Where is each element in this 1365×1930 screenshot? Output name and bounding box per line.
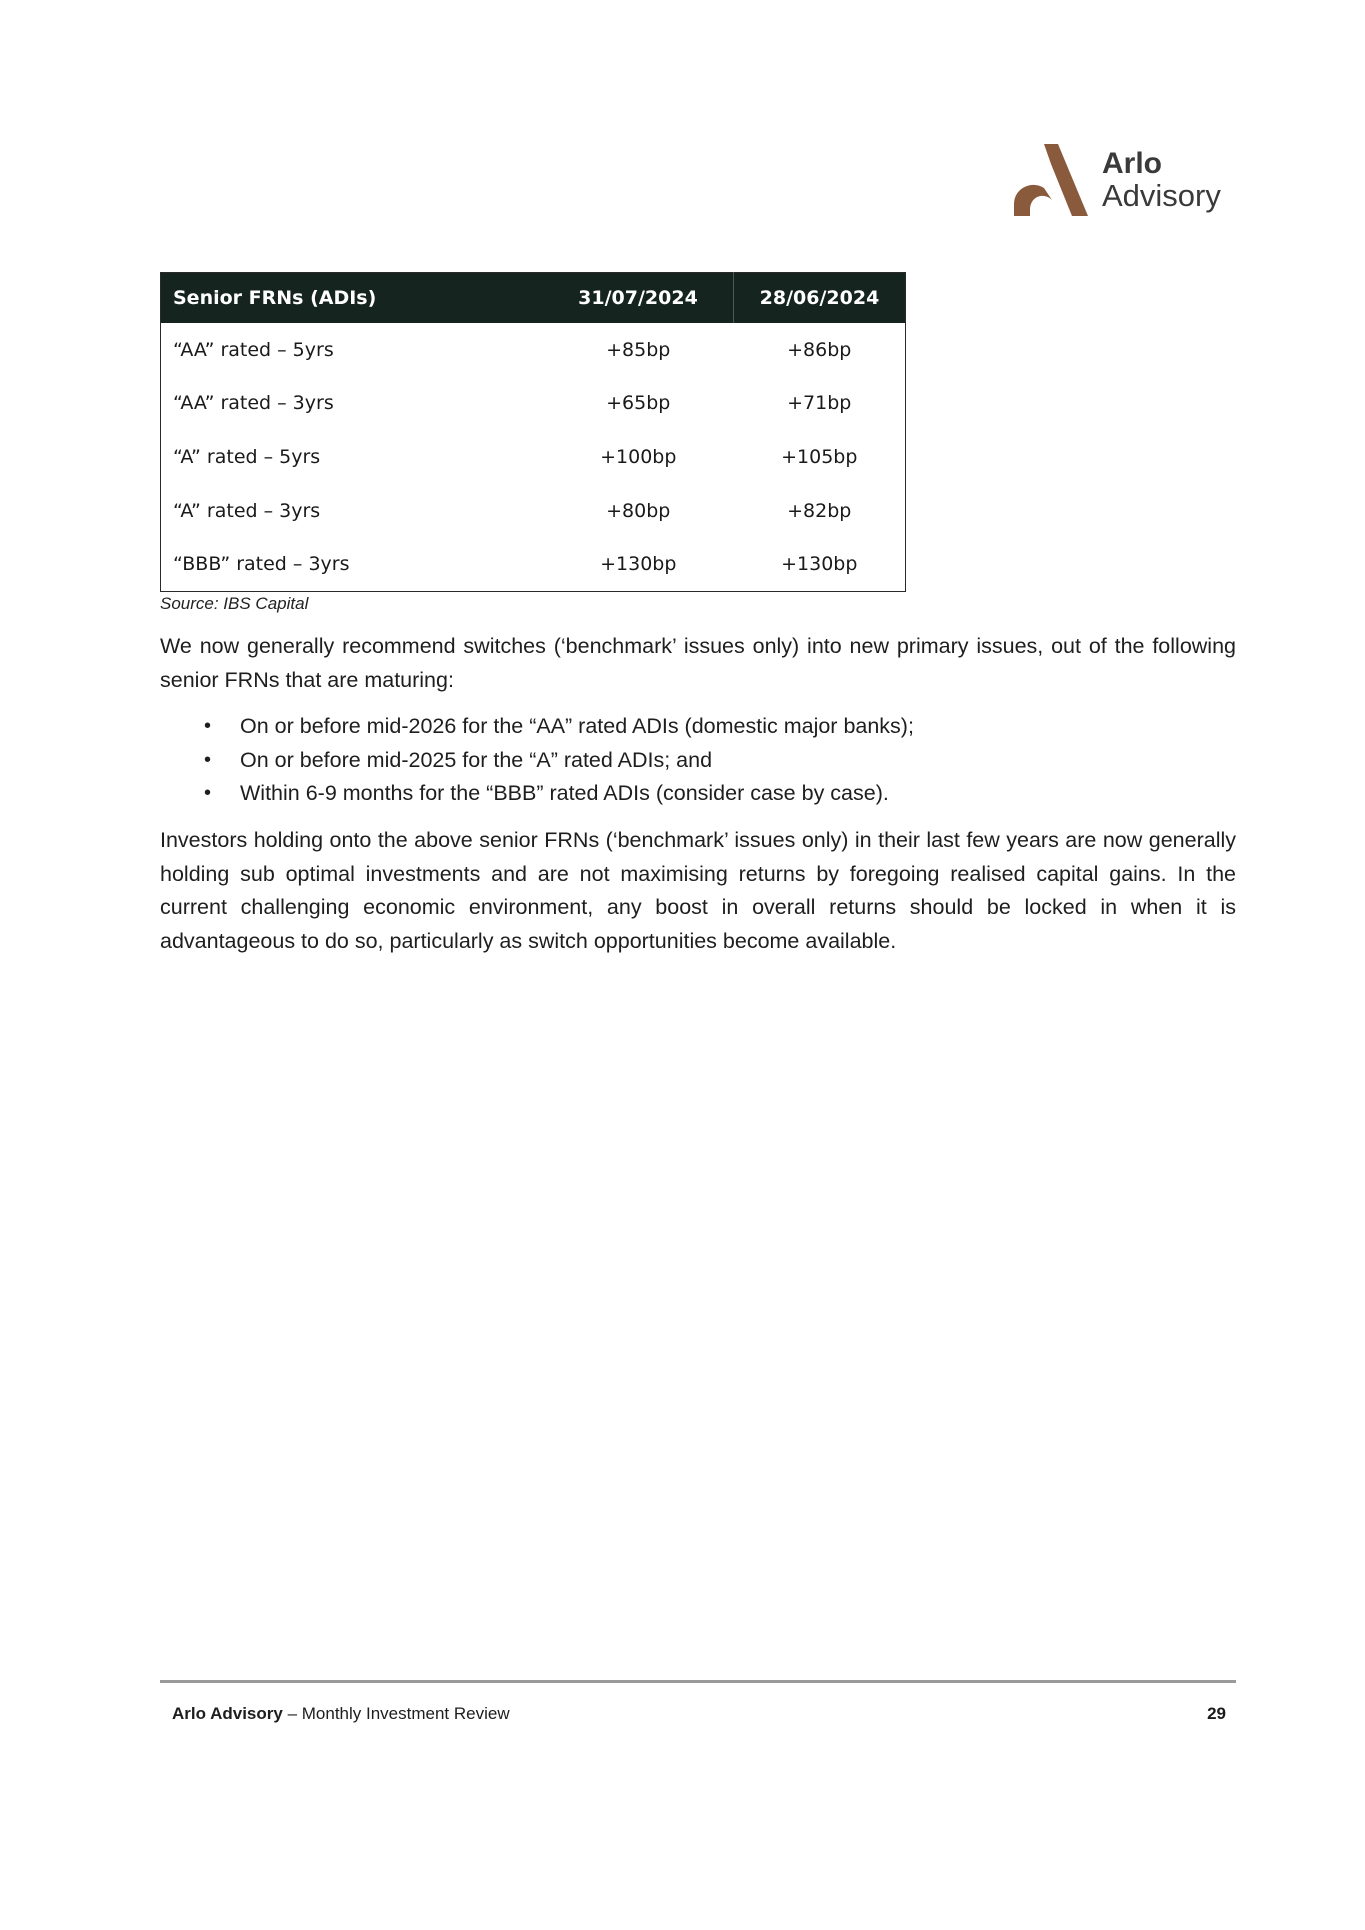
row-label: “AA” rated – 5yrs xyxy=(173,338,334,361)
footer-brand: Arlo Advisory xyxy=(172,1704,283,1723)
arlo-logo-mark-icon xyxy=(1014,144,1094,220)
column-header-date-1: 31/07/2024 xyxy=(543,273,734,324)
row-label: “BBB” rated – 3yrs xyxy=(173,553,350,576)
list-item: • On or before mid-2026 for the “AA” rated ADIs (domestic major banks); xyxy=(160,710,1236,744)
investors-paragraph: Investors holding onto the above senior FRNs (‘benchmark’ issues only) in their last few years are now generally holding sub optimal investments and are not maximising returns by foregoing realised capital gains. In the current challenging economic environment, any boost in overall returns should be locked in when it is advantageous to do so, particularly as switch opportunities become available. xyxy=(160,828,1236,953)
spread-value: +105bp xyxy=(781,445,858,468)
logo-wordmark xyxy=(1102,148,1221,212)
spread-value: +65bp xyxy=(606,392,671,415)
table-row xyxy=(161,484,906,538)
spread-value: +71bp xyxy=(787,392,852,415)
spread-value: +130bp xyxy=(600,553,677,576)
arlo-advisory-logo xyxy=(1014,144,1236,220)
table-header-row xyxy=(161,273,906,324)
footer-publication: Monthly Investment Review xyxy=(301,1704,510,1723)
recommendation-paragraph: We now generally recommend switches (‘benchmark’ issues only) into new primary issues, out of the following senior FRNs that are maturing: xyxy=(160,634,1236,692)
row-label: “A” rated – 5yrs xyxy=(173,445,321,468)
column-header-frn: Senior FRNs (ADIs) xyxy=(161,273,544,324)
table-row xyxy=(161,323,906,377)
table-row xyxy=(161,430,906,484)
spread-value: +86bp xyxy=(787,338,852,361)
row-label: “AA” rated – 3yrs xyxy=(173,392,334,415)
spread-value: +82bp xyxy=(787,499,852,522)
row-label: “A” rated – 3yrs xyxy=(173,499,321,522)
table-row xyxy=(161,537,906,591)
spread-value: +80bp xyxy=(606,499,671,522)
maturity-bullet-list xyxy=(160,710,1236,811)
list-item: • On or before mid-2025 for the “A” rated ADIs; and xyxy=(160,744,1236,778)
spread-value: +100bp xyxy=(600,445,677,468)
list-item: • Within 6-9 months for the “BBB” rated ADIs (consider case by case). xyxy=(160,777,1236,811)
logo-word-advisory: Advisory xyxy=(1102,178,1221,213)
table-row xyxy=(161,377,906,431)
page-number: 29 xyxy=(1207,1704,1226,1723)
senior-frns-table xyxy=(160,272,906,592)
footer-divider xyxy=(160,1680,1236,1683)
footer-separator: – xyxy=(282,1704,302,1723)
spread-value: +85bp xyxy=(606,338,671,361)
footer-title xyxy=(172,1704,510,1724)
spread-value: +130bp xyxy=(781,553,858,576)
table-source-caption: Source: IBS Capital xyxy=(160,594,309,613)
logo-word-arlo: Arlo xyxy=(1102,147,1162,180)
column-header-date-2: 28/06/2024 xyxy=(734,273,906,324)
